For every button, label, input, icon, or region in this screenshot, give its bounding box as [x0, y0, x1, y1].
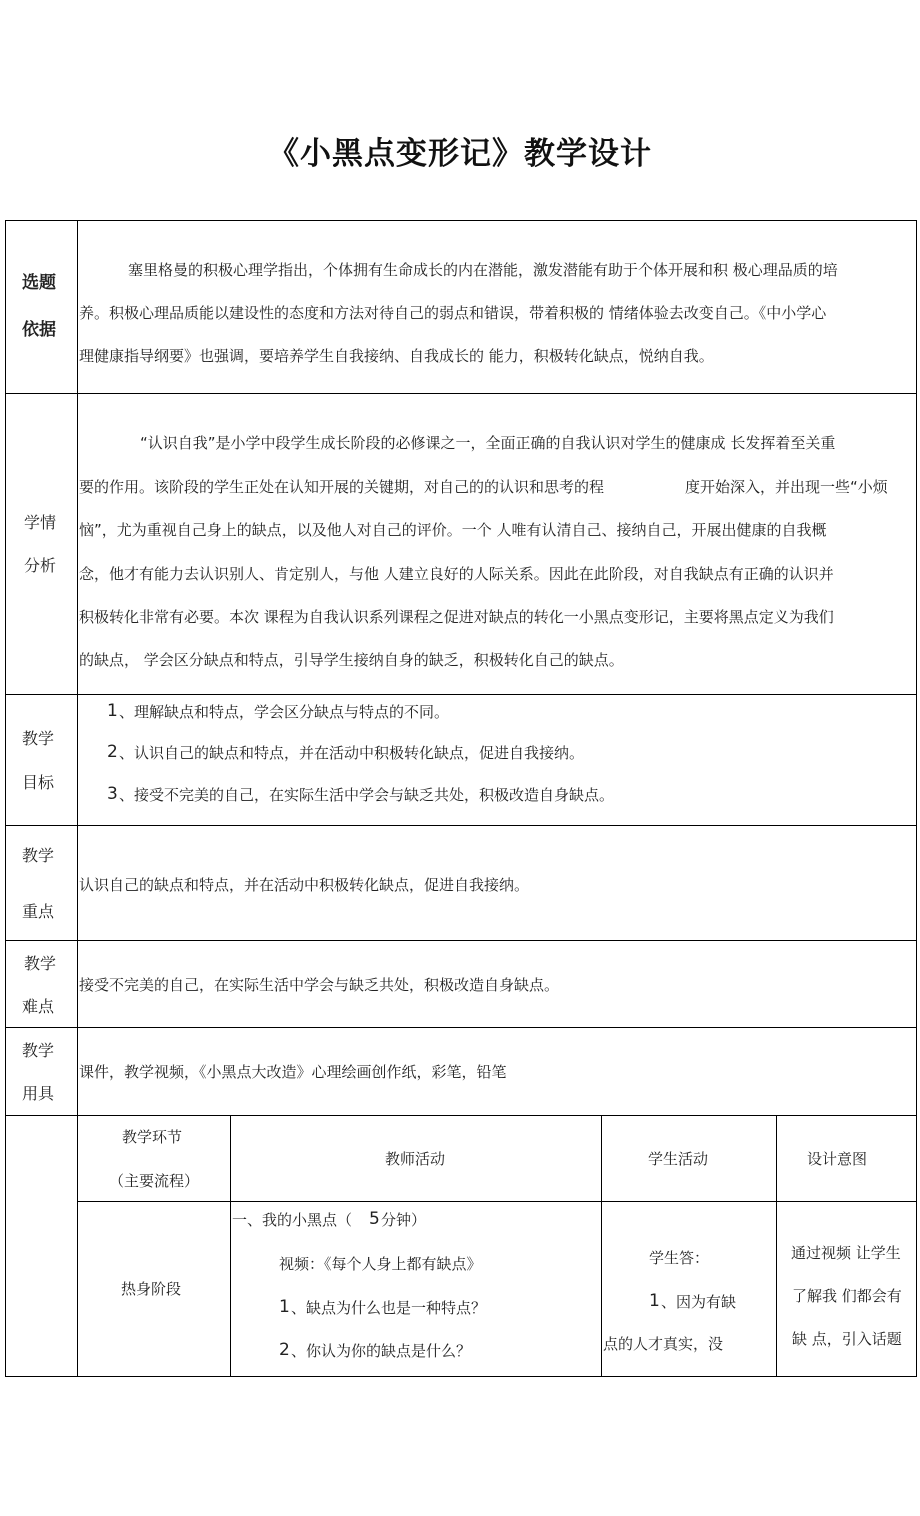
- focus-text: 认识自己的缺点和特点，并在活动中积极转化缺点，促进自我接纳。: [79, 876, 530, 894]
- analysis-text-line: “认识自我”是小学中段学生成长阶段的必修课之一，全面正确的自我认识对学生的健康成 长发挥着至关重: [140, 434, 836, 452]
- teacher-video: 视频：《每个人身上都有缺点》: [279, 1255, 482, 1273]
- analysis-label-line2: 分析: [24, 556, 57, 575]
- intent-line: 缺 点，引入话题: [792, 1330, 902, 1348]
- tools-label-line1: 教学: [22, 1041, 55, 1060]
- goals-label-line2: 目标: [22, 773, 55, 792]
- goal-number: 2: [107, 742, 118, 762]
- warmup-stage: 热身阶段: [121, 1280, 182, 1298]
- student-answer-line: 点的人才真实，没: [603, 1335, 724, 1353]
- goal-text: 、认识自己的缺点和特点，并在活动中积极转化缺点，促进自我接纳。: [119, 744, 585, 762]
- focus-label-line1: 教学: [22, 846, 55, 865]
- analysis-text-line: 积极转化非常有必要。本次 课程为自我认识系列课程之促进对缺点的转化一小黑点变形记，主要将黑点定义为我们: [79, 608, 834, 626]
- question-text: 、缺点为什么也是一种特点？: [291, 1299, 487, 1317]
- student-answer-text: 、因为有缺: [661, 1293, 737, 1311]
- difficulty-label-line2: 难点: [22, 997, 55, 1016]
- goals-label-line1: 教学: [22, 729, 55, 748]
- difficulty-text: 接受不完美的自己，在实际生活中学会与缺乏共处，积极改造自身缺点。: [79, 976, 560, 994]
- teacher-heading-text: 一、我的小黑点（: [232, 1211, 353, 1229]
- analysis-text-line: 度开始深入，并出现一些“小烦: [685, 478, 888, 496]
- student-answer-number: 1: [649, 1291, 660, 1311]
- analysis-text-line: 要的作用。该阶段的学生正处在认知开展的关键期，对自己的的认识和思考的程: [79, 478, 605, 496]
- page-title: 《小黑点变形记》教学设计: [268, 136, 652, 172]
- question-text: 、你认为你的缺点是什么？: [291, 1342, 472, 1360]
- basis-text-line: 塞里格曼的积极心理学指出，个体拥有生命成长的内在潜能，激发潜能有助于个体开展和积 极心理品质的培: [128, 261, 838, 279]
- analysis-label-line1: 学情: [24, 513, 57, 532]
- goal-number: 1: [107, 701, 118, 721]
- goal-text: 、理解缺点和特点，学会区分缺点与特点的不同。: [119, 703, 450, 721]
- intent-line: 通过视频 让学生: [791, 1244, 901, 1262]
- question-number: 1: [279, 1297, 290, 1317]
- teacher-heading-tail: 分钟）: [381, 1211, 427, 1229]
- basis-label-line1: 选题: [22, 273, 56, 293]
- basis-text-line: 理健康指导纲要》也强调，要培养学生自我接纳、自我成长的 能力，积极转化缺点，悦纳自我。: [79, 347, 714, 365]
- focus-label-line2: 重点: [22, 902, 55, 921]
- intent-line: 了解我 们都会有: [792, 1287, 902, 1305]
- header-stage-line2: （主要流程）: [109, 1172, 200, 1190]
- analysis-text-line: 的缺点， 学会区分缺点和特点，引导学生接纳自身的缺乏，积极转化自己的缺点。: [79, 651, 624, 669]
- basis-label-line2: 依据: [22, 320, 56, 340]
- tools-label-line2: 用具: [22, 1084, 55, 1103]
- tools-text: 课件，教学视频，《小黑点大改造》心理绘画创作纸，彩笔，铅笔: [79, 1063, 507, 1081]
- header-student-activity: 学生活动: [648, 1150, 709, 1168]
- analysis-text-line: 念，他才有能力去认识别人、肯定别人，与他 人建立良好的人际关系。因此在此阶段，对自我缺点有正确的认识并: [79, 565, 834, 583]
- analysis-text-line: 恼”，尤为重视自己身上的缺点，以及他人对自己的评价。一个 人唯有认清自己、接纳自己，开展出健康的自我概: [79, 521, 827, 539]
- question-number: 2: [279, 1340, 290, 1360]
- goal-number: 3: [107, 784, 118, 804]
- header-teacher-activity: 教师活动: [385, 1150, 446, 1168]
- header-stage-line1: 教学环节: [122, 1128, 183, 1146]
- basis-text-line: 养。积极心理品质能以建设性的态度和方法对待自己的弱点和错误，带着积极的 情绪体验去改变自己。《中小学心: [79, 304, 827, 322]
- difficulty-label-line1: 教学: [24, 954, 57, 973]
- student-answer-line: 学生答：: [649, 1249, 710, 1267]
- goal-text: 、接受不完美的自己，在实际生活中学会与缺乏共处，积极改造自身缺点。: [119, 786, 615, 804]
- teacher-heading-number: 5: [369, 1209, 380, 1229]
- header-design-intent: 设计意图: [807, 1150, 868, 1168]
